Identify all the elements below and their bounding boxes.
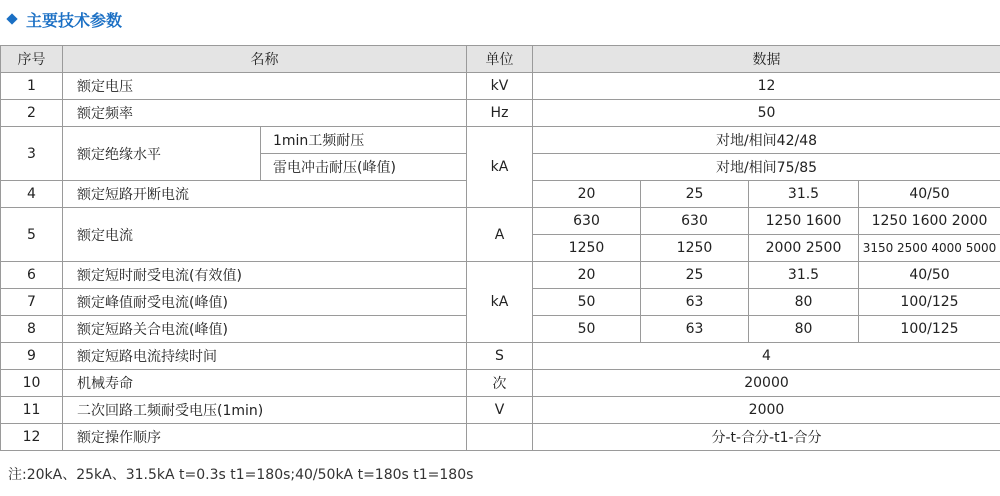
row-value-1: 630 xyxy=(533,208,641,235)
row-seq: 8 xyxy=(1,316,63,343)
section-title: 主要技术参数 xyxy=(26,10,123,30)
section-header xyxy=(4,8,122,30)
table-row xyxy=(1,73,1000,100)
row-unit: kA xyxy=(467,127,533,208)
table-row xyxy=(1,127,1000,154)
row-name: 额定电压 xyxy=(63,73,467,100)
row-value-2: 630 xyxy=(641,208,749,235)
row-name: 额定短路开断电流 xyxy=(63,181,467,208)
row-subname: 雷电冲击耐压(峰值) xyxy=(261,154,467,181)
row-unit: V xyxy=(467,397,533,424)
row-value-3: 31.5 xyxy=(749,181,859,208)
row-seq: 6 xyxy=(1,262,63,289)
row-value-1: 20 xyxy=(533,262,641,289)
row-unit: S xyxy=(467,343,533,370)
row-value-4: 100/125 xyxy=(859,316,1000,343)
row-seq: 4 xyxy=(1,181,63,208)
row-unit: Hz xyxy=(467,100,533,127)
header-unit: 单位 xyxy=(467,46,533,73)
row-value: 分-t-合分-t1-合分 xyxy=(533,424,1000,451)
row-value-3: 31.5 xyxy=(749,262,859,289)
row-value-2: 25 xyxy=(641,262,749,289)
header-name: 名称 xyxy=(63,46,467,73)
row-name: 额定短路关合电流(峰值) xyxy=(63,316,467,343)
row-name: 额定绝缘水平 xyxy=(63,127,261,181)
table-row xyxy=(1,370,1000,397)
row-name: 额定短时耐受电流(有效值) xyxy=(63,262,467,289)
row-value: 12 xyxy=(533,73,1000,100)
row-unit: kA xyxy=(467,262,533,343)
row-name: 机械寿命 xyxy=(63,370,467,397)
row-name: 额定短路电流持续时间 xyxy=(63,343,467,370)
row-seq: 12 xyxy=(1,424,63,451)
row-unit: 次 xyxy=(467,370,533,397)
row-value-1: 1250 xyxy=(533,235,641,262)
header-data: 数据 xyxy=(533,46,1000,73)
row-value-2: 25 xyxy=(641,181,749,208)
row-seq: 5 xyxy=(1,208,63,262)
row-name: 额定频率 xyxy=(63,100,467,127)
row-unit xyxy=(467,424,533,451)
row-value-1: 50 xyxy=(533,289,641,316)
diamond-icon xyxy=(6,13,17,24)
row-value-3: 1250 1600 xyxy=(749,208,859,235)
row-value: 对地/相间75/85 xyxy=(533,154,1000,181)
table-row xyxy=(1,100,1000,127)
row-value: 2000 xyxy=(533,397,1000,424)
row-value-2: 1250 xyxy=(641,235,749,262)
row-value-4: 40/50 xyxy=(859,181,1000,208)
row-name: 二次回路工频耐受电压(1min) xyxy=(63,397,467,424)
row-value-4: 100/125 xyxy=(859,289,1000,316)
row-value-3: 80 xyxy=(749,289,859,316)
row-name: 额定峰值耐受电流(峰值) xyxy=(63,289,467,316)
table-header-row xyxy=(1,46,1000,73)
row-seq: 3 xyxy=(1,127,63,181)
header-seq: 序号 xyxy=(1,46,63,73)
table-row xyxy=(1,208,1000,235)
row-seq: 10 xyxy=(1,370,63,397)
spec-table xyxy=(0,45,1000,451)
table-row xyxy=(1,424,1000,451)
row-value: 20000 xyxy=(533,370,1000,397)
table-row xyxy=(1,262,1000,289)
row-unit: A xyxy=(467,208,533,262)
row-value-1: 50 xyxy=(533,316,641,343)
row-unit: kV xyxy=(467,73,533,100)
row-seq: 1 xyxy=(1,73,63,100)
row-value-4: 3150 2500 4000 5000 xyxy=(859,235,1000,262)
row-subname: 1min工频耐压 xyxy=(261,127,467,154)
row-value-2: 63 xyxy=(641,289,749,316)
row-value-4: 40/50 xyxy=(859,262,1000,289)
row-name: 额定电流 xyxy=(63,208,467,262)
row-seq: 11 xyxy=(1,397,63,424)
table-row xyxy=(1,397,1000,424)
row-value-3: 80 xyxy=(749,316,859,343)
footnote: 注:20kA、25kA、31.5kA t=0.3s t1=180s;40/50kA t=180s t1=180s xyxy=(8,467,474,483)
row-value-3: 2000 2500 xyxy=(749,235,859,262)
row-name: 额定操作顺序 xyxy=(63,424,467,451)
row-value-2: 63 xyxy=(641,316,749,343)
row-value-4: 1250 1600 2000 xyxy=(859,208,1000,235)
table-row xyxy=(1,343,1000,370)
row-value: 50 xyxy=(533,100,1000,127)
row-value-1: 20 xyxy=(533,181,641,208)
row-seq: 7 xyxy=(1,289,63,316)
row-value: 4 xyxy=(533,343,1000,370)
row-value: 对地/相间42/48 xyxy=(533,127,1000,154)
row-seq: 2 xyxy=(1,100,63,127)
row-seq: 9 xyxy=(1,343,63,370)
